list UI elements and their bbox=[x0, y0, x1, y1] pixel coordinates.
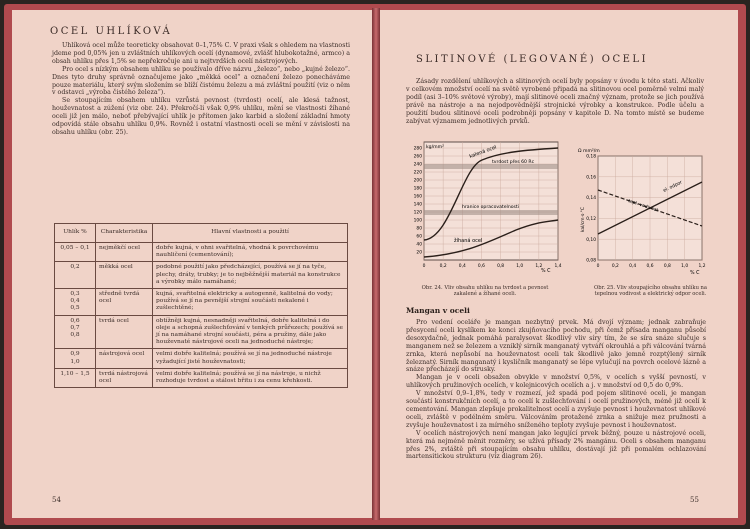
cell-properties: podobné použití jako předcházející, používá se jí na tyče, plechy, dráty, trubky; je to nejběžnější materiál na konstrukce a výrobky málo namáhané; bbox=[153, 262, 348, 289]
paragraph: Zásady rozdělení uhlíkových a slitinových ocelí byly popsány v úvodu k této stati. Ačkoliv v celkovém množství ocelí na světě vyrobené připadá na slitinovou ocel poměrně velmi malý podíl (asi 3–10% světové výroby), mají slitinové oceli značný význam, protože se jich používá právě na nástroje a na nejodpovědnější strojnické výrobky a konstrukce. Podle účelu a použití budou slitinové oceli podrobněji popsány v kapitole D. Na tomto místě se budeme zabývat významem jednotlivých prvků. bbox=[406, 78, 704, 125]
cell-carbon: 0,05 – 0,1 bbox=[55, 243, 96, 262]
left-body-text bbox=[52, 42, 350, 137]
x-tick-label: 0 bbox=[596, 264, 600, 269]
x-tick-label: 1,2 bbox=[535, 264, 543, 269]
machinability-band bbox=[424, 210, 558, 215]
column-header-properties: Hlavní vlastnosti a použití bbox=[153, 224, 348, 243]
y-label: kal/cm·s·°C bbox=[581, 207, 586, 232]
y-tick-label: 40 bbox=[416, 242, 422, 248]
figure-25-caption: Obr. 25. Vliv stoupajícího obsahu uhlíku na tepelnou vodivost a elektrický odpor oceli. bbox=[594, 285, 707, 298]
chart-frame bbox=[424, 142, 558, 260]
x-tick-label: 1,0 bbox=[681, 264, 689, 269]
label-resistance: el. odpor bbox=[662, 180, 684, 194]
y-tick-label: 180 bbox=[413, 186, 422, 192]
carbon-steel-table bbox=[54, 223, 348, 388]
paragraph: V množství 0,9–1,8%, tedy v rozmezí, jež spadá pod pojem slitinové oceli, je mangan součástí konstrukčních ocelí, a to ocelí k zušlechťování i ocelí pružinových, méně již ocelí k cementování. Mangan zlepšuje prokalitelnost ocelí a zvyšuje pevnost i houževnatost uhlíkové oceli, zvláště v podélném směru. Válcováním protažené zrnka a snižuje mez pružnosti a zvyšuje houževnatost i za mírného sníženého teploty zvyšuje pevnost i houževnatost. bbox=[406, 390, 706, 429]
column-header-carbon: Uhlík % bbox=[55, 224, 96, 243]
cell-carbon: 0,2 bbox=[55, 262, 96, 289]
left-page-number: 54 bbox=[52, 496, 61, 504]
figure-25-chart bbox=[576, 142, 718, 282]
cell-properties: velmi dobře kalitelná; používá se jí na jednoduché nástroje vyžadující jisté houževnatosti; bbox=[153, 349, 348, 368]
y-tick-label: 160 bbox=[413, 194, 422, 200]
right-page bbox=[380, 10, 738, 518]
y-tick-label: 220 bbox=[413, 170, 422, 176]
y-axis-ticks bbox=[414, 146, 423, 256]
x-tick-label: 0,4 bbox=[629, 264, 637, 269]
x-unit: % C bbox=[690, 271, 700, 276]
label-machinability: hranice opracovatelnosti bbox=[462, 205, 520, 210]
y-tick-label: 60 bbox=[416, 234, 422, 240]
cell-carbon: 1,10 – 1,5 bbox=[55, 368, 96, 387]
table-row bbox=[55, 349, 348, 368]
x-tick-label: 1,2 bbox=[698, 264, 706, 269]
paragraph: V ocelích nástrojových není mangan jako legující prvek běžný, pouze u nástrojové oceli, která má nejméně měnit rozměry, se užívá přísady 2% mangánu. Oceli s obsahem manganu přes 2%, zvláště při stoupajícím obsahu uhlíku, dostávají již při pomalém ochlazování martensitickou strukturu (viz diagram 26). bbox=[406, 429, 706, 461]
y-tick-label: 20 bbox=[416, 250, 422, 256]
x-tick-label: 0,8 bbox=[497, 264, 505, 269]
table-body bbox=[55, 243, 348, 388]
x-tick-label: 0,6 bbox=[646, 264, 654, 269]
y-tick-label: 260 bbox=[413, 154, 422, 160]
right-intro-text bbox=[406, 78, 704, 125]
cell-carbon: 0,6 0,7 0,8 bbox=[55, 315, 96, 349]
table-row bbox=[55, 368, 348, 387]
section-title: Mangan v oceli bbox=[406, 306, 470, 315]
cell-characteristic: měkká ocel bbox=[96, 262, 153, 289]
table-row bbox=[55, 315, 348, 349]
cell-characteristic: nástrojová ocel bbox=[96, 349, 153, 368]
cell-properties: obtížněji kujná, nesnadněji svařitelná, dobře kalitelná i do oleje a schopná zušlechťování v tenkých průřezech; používá se jí na namáhané strojní součásti, péra a pružiny, dále jako houževnaté nástrojové oceli na jednoduché nástroje; bbox=[153, 315, 348, 349]
y-tick-label: 240 bbox=[413, 162, 422, 168]
y-unit: kg/mm² bbox=[426, 145, 444, 150]
right-page-number: 55 bbox=[690, 496, 699, 504]
y-tick-label: 120 bbox=[413, 210, 422, 216]
label-annealed: žíhaná ocel bbox=[454, 238, 483, 244]
cell-characteristic: nejměkčí ocel bbox=[96, 243, 153, 262]
cell-characteristic: tvrdá ocel bbox=[96, 315, 153, 349]
y-tick-label: 0,18 bbox=[586, 154, 596, 160]
cell-carbon: 0,9 1,0 bbox=[55, 349, 96, 368]
label-hardness: tvrdost přes 60 Rc bbox=[492, 160, 535, 165]
label-conductivity: tepl. vodivost bbox=[627, 199, 659, 214]
y-tick-label: 200 bbox=[413, 178, 422, 184]
y-tick-label: 0,08 bbox=[586, 258, 596, 264]
cell-properties: velmi dobře kalitelná; používá se jí na nástroje, u nichž rozhoduje tvrdost a stálost břitu i za cenu křehkosti. bbox=[153, 368, 348, 387]
cell-carbon: 0,3 0,4 0,5 bbox=[55, 289, 96, 316]
column-header-characteristic: Charakteristika bbox=[96, 224, 153, 243]
y-tick-label: 0,16 bbox=[586, 175, 596, 181]
table-row bbox=[55, 262, 348, 289]
paragraph: Pro vedení oceláře je mangan nezbytný prvek. Má dvojí význam; jednak zabraňuje přesycení oceli kyslíkem ke konci zkujňovacího pochodu, při čemž přísada manganu působí desoxydačně, jednak pomáhá paralysovat škodlivý vliv síry tím, že se síra snáze slučuje s manganem než se železem a vzniklý sirník manganatý vytváří okrouhlá a při válcování tvárná zrnka, která nepůsobí na houževnatost oceli tak škodlivě jako jemně rozptýlený sirník železnatý. Sirník manganatý i kysličník manganatý se lépe vylučují na povrch ocelové lázně a snáze přecházejí do strusky. bbox=[406, 319, 706, 374]
right-body-text bbox=[406, 319, 706, 461]
left-page bbox=[12, 10, 372, 518]
cell-characteristic: tvrdá nástrojová ocel bbox=[96, 368, 153, 387]
cell-properties: dobře kujná, v ohni svařitelná, vhodná k povrchovému nauhličení (cementování); bbox=[153, 243, 348, 262]
y-tick-label: 100 bbox=[413, 218, 422, 224]
hardness-band bbox=[424, 164, 558, 169]
table-row bbox=[55, 289, 348, 316]
book-gutter bbox=[372, 8, 380, 520]
table-header-row bbox=[55, 224, 348, 243]
left-page-title: OCEL UHLÍKOVÁ bbox=[50, 26, 173, 37]
paragraph: Se stoupajícím obsahem uhlíku vzrůstá pevnost (tvrdost) ocelí, ale klesá tažnost, houževnatost a zúžení (viz obr. 24). Překročí-li však 0,9% uhlíku, mění se vlastnosti žíhané oceli již jen málo, neboť přebývající uhlík je přítomen jako karbid a složení základní hmoty odpovídá stále obsahu uhlíku 0,9%. Rovněž i ostatní vlastnosti oceli se mění v závislosti na obsahu uhlíku (obr. 25). bbox=[52, 97, 350, 136]
cell-properties: kujná, svařitelná elektricky a autogenně, kalitelná do vody; používá se jí na pevnější strojní součásti nekalené i zušlechtěné; bbox=[153, 289, 348, 316]
y-tick-label: 140 bbox=[413, 202, 422, 208]
y-axis-ticks bbox=[586, 154, 596, 264]
x-tick-label: 1,0 bbox=[516, 264, 524, 269]
x-unit: % C bbox=[541, 269, 551, 274]
paragraph: Mangan je v oceli obsažen obvykle v množství 0,5%, v ocelích s vyšší pevností, v uhlíkových pružinových ocelích, v kolejnicových ocelích a j. v množství od 0,5 do 0,9%. bbox=[406, 374, 706, 390]
x-tick-label: 0,4 bbox=[458, 264, 466, 269]
x-tick-label: 0,2 bbox=[611, 264, 619, 269]
x-tick-label: 0 bbox=[422, 264, 426, 269]
x-axis-ticks bbox=[597, 263, 706, 269]
y-tick-label: 280 bbox=[413, 146, 422, 152]
x-tick-label: 1,4 bbox=[554, 264, 562, 269]
table-row bbox=[55, 243, 348, 262]
x-tick-label: 0,8 bbox=[663, 264, 671, 269]
x-tick-label: 0,2 bbox=[439, 264, 447, 269]
paragraph: Uhlíková ocel může teoreticky obsahovat 0–1,75% C. V praxi však s ohledem na vlastnosti jdeme pod 0,05% jen u zvláštních uhlíkových ocelí (dynamové, zvlášť hlubokotažné, armco) a obsah uhlíku přes 1,5% se nepřekročuje ani u nejtvrdších ocelí nástrojových. bbox=[52, 42, 350, 65]
figure-24-caption: Obr. 24. Vliv obsahu uhlíku na tvrdost a pevnost zakalené a žíhané oceli. bbox=[421, 285, 549, 298]
paragraph: Pro ocel s nízkým obsahem uhlíku se používalo dříve názvu „železo“, nebo „kujné železo“. Dnes tyto druhy správně označujeme jako „měkká ocel“ a označení železo ponecháváme pouze materiálu, který svým složením se blíží čistému železu a má zvláštní použití (viz o něm v odstavci „výroba čistého železa“). bbox=[52, 65, 350, 97]
y-tick-label: 0,10 bbox=[586, 237, 596, 243]
label-hardened: kalená ocel bbox=[468, 144, 498, 160]
figure-24-chart bbox=[406, 138, 574, 283]
y-tick-label: 80 bbox=[416, 226, 422, 232]
y-tick-label: 0,14 bbox=[586, 196, 596, 202]
y-tick-label: 0,12 bbox=[586, 217, 596, 222]
y-unit: Ω mm²/m bbox=[578, 149, 600, 154]
right-page-title: SLITINOVÉ (LEGOVANÉ) OCELI bbox=[416, 54, 649, 65]
x-tick-label: 0,6 bbox=[477, 264, 485, 269]
cell-characteristic: středně tvrdá ocel bbox=[96, 289, 153, 316]
